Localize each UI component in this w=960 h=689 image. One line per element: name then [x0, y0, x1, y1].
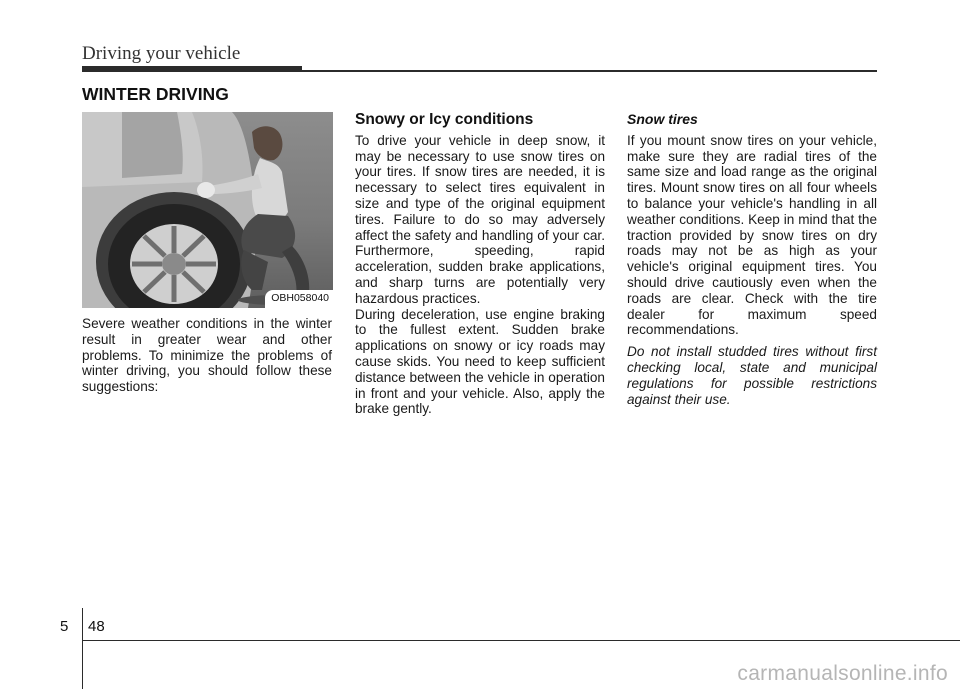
- snowy-icy-paragraph-2: During deceleration, use engine braking to the fullest extent. Sudden brake applications on snowy or icy roads may cause skids. You need to keep sufficient distance between the vehicle in operation in front and your vehicle. Also, apply the brake gently.: [355, 306, 605, 417]
- snowy-icy-paragraph-1: To drive your vehicle in deep snow, it may be necessary to use snow tires on your tires. If snow tires are needed, it is necessary to select tires equivalent in size and type of the original equipment tires. Failure to do so may adversely affect the safety and handling of your car. Furthermore, speeding, rapid acceleration, sudden brake applications, and sharp turns are potentially very hazardous practices.: [355, 132, 605, 306]
- illustration-drawing: [82, 112, 333, 308]
- snowy-icy-heading: Snowy or Icy conditions: [355, 111, 534, 128]
- watermark: carmanualsonline.info: [737, 662, 948, 685]
- header-rule-thin: [302, 70, 877, 72]
- footer-vertical-rule: [82, 608, 83, 689]
- header-rule-thick: [82, 66, 302, 72]
- snow-tires-note: Do not install studded tires without first checking local, state and municipal regulations for possible restrictions against their use.: [627, 344, 877, 407]
- figure-code: OBH058040: [265, 290, 333, 308]
- column-3: [627, 112, 877, 407]
- snow-tires-paragraph: If you mount snow tires on your vehicle, make sure they are radial tires of the same size and load range as the original tires. Mount snow tires on all four wheels to balance your vehicle's handling in all weather conditions. Keep in mind that the traction provided by snow tires on dry roads may not be as high as your vehicle's original equipment tires. You should drive cautiously even when the roads are clear. Check with the tire dealer for maximum speed recommendations.: [627, 132, 877, 338]
- column-1: [82, 112, 332, 395]
- footer-horizontal-rule: [82, 640, 960, 641]
- page-number: 48: [88, 618, 105, 635]
- snow-tires-heading: Snow tires: [627, 111, 698, 127]
- winter-tire-illustration: [82, 112, 333, 308]
- chapter-number: 5: [60, 618, 69, 635]
- chapter-title: Driving your vehicle: [82, 43, 241, 64]
- column-2: [355, 112, 605, 417]
- intro-paragraph: Severe weather conditions in the winter result in greater wear and other problems. To minimize the problems of winter driving, you should follow these suggestions:: [82, 316, 332, 395]
- section-title: WINTER DRIVING: [82, 84, 229, 104]
